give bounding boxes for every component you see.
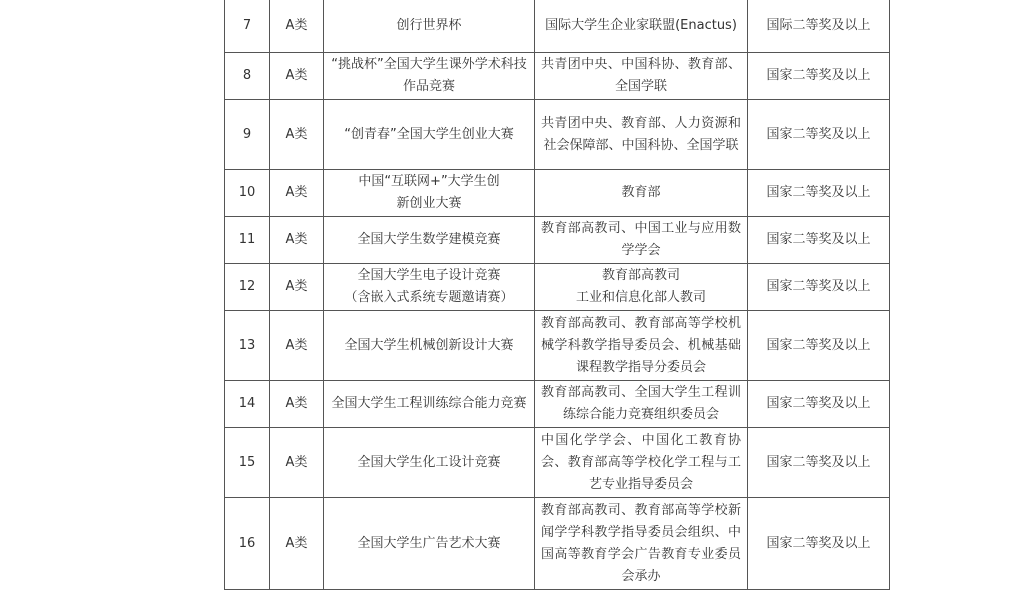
table-row xyxy=(225,381,890,428)
row-number: 11 xyxy=(225,217,270,264)
organizer-cell: 教育部高教司、教育部高等学校新闻学学科教学指导委员会组织、中国高等教育学会广告教育专业委员会承办 xyxy=(535,498,748,590)
organizer-line: 教育部高教司 xyxy=(601,268,680,283)
organizer-cell: 国际大学生企业家联盟(Enactus) xyxy=(535,0,748,53)
organizer-cell xyxy=(535,264,748,311)
category-cell: A类 xyxy=(270,53,324,100)
organizer-cell: 教育部高教司、中国工业与应用数学学会 xyxy=(535,217,748,264)
row-number: 9 xyxy=(225,100,270,170)
category-cell: A类 xyxy=(270,498,324,590)
competition-name: 全国大学生机械创新设计大赛 xyxy=(324,311,535,381)
competition-name xyxy=(324,264,535,311)
table-row xyxy=(225,0,890,53)
competition-name-subline: （含嵌入式系统专题邀请赛） xyxy=(344,290,514,305)
competition-name: 全国大学生广告艺术大赛 xyxy=(324,498,535,590)
row-number: 8 xyxy=(225,53,270,100)
competition-name: “创青春”全国大学生创业大赛 xyxy=(324,100,535,170)
organizer-cell: 共青团中央、中国科协、教育部、全国学联 xyxy=(535,53,748,100)
award-level-cell: 国家二等奖及以上 xyxy=(748,311,890,381)
competition-table xyxy=(224,0,890,590)
organizer-cell: 教育部高教司、全国大学生工程训练综合能力竞赛组织委员会 xyxy=(535,381,748,428)
row-number: 10 xyxy=(225,170,270,217)
award-level-cell: 国际二等奖及以上 xyxy=(748,0,890,53)
row-number: 12 xyxy=(225,264,270,311)
category-cell: A类 xyxy=(270,217,324,264)
row-number: 14 xyxy=(225,381,270,428)
award-level-cell: 国家二等奖及以上 xyxy=(748,498,890,590)
award-level-cell: 国家二等奖及以上 xyxy=(748,428,890,498)
table-row xyxy=(225,498,890,590)
competition-name: 全国大学生工程训练综合能力竞赛 xyxy=(324,381,535,428)
category-cell: A类 xyxy=(270,0,324,53)
competition-name-line: 全国大学生电子设计竞赛 xyxy=(357,268,501,283)
organizer-subline: 工业和信息化部人教司 xyxy=(575,290,706,305)
competition-name: 全国大学生数学建模竞赛 xyxy=(324,217,535,264)
category-cell: A类 xyxy=(270,170,324,217)
award-level-cell: 国家二等奖及以上 xyxy=(748,53,890,100)
organizer-cell: 中国化学学会、中国化工教育协会、教育部高等学校化学工程与工艺专业指导委员会 xyxy=(535,428,748,498)
award-level-cell: 国家二等奖及以上 xyxy=(748,100,890,170)
category-cell: A类 xyxy=(270,381,324,428)
award-level-cell: 国家二等奖及以上 xyxy=(748,264,890,311)
table-row xyxy=(225,264,890,311)
row-number: 7 xyxy=(225,0,270,53)
category-cell: A类 xyxy=(270,428,324,498)
table-row xyxy=(225,217,890,264)
category-cell: A类 xyxy=(270,100,324,170)
competition-name: 创行世界杯 xyxy=(324,0,535,53)
row-number: 15 xyxy=(225,428,270,498)
row-number: 16 xyxy=(225,498,270,590)
table-row xyxy=(225,170,890,217)
category-cell: A类 xyxy=(270,264,324,311)
row-number: 13 xyxy=(225,311,270,381)
competition-name: 全国大学生化工设计竞赛 xyxy=(324,428,535,498)
table-row xyxy=(225,311,890,381)
table-row xyxy=(225,100,890,170)
organizer-cell: 教育部 xyxy=(535,170,748,217)
organizer-cell: 共青团中央、教育部、人力资源和社会保障部、中国科协、全国学联 xyxy=(535,100,748,170)
organizer-cell: 教育部高教司、教育部高等学校机械学科教学指导委员会、机械基础课程教学指导分委员会 xyxy=(535,311,748,381)
category-cell: A类 xyxy=(270,311,324,381)
award-level-cell: 国家二等奖及以上 xyxy=(748,381,890,428)
competition-name: “挑战杯”全国大学生课外学术科技作品竞赛 xyxy=(324,53,535,100)
table-row xyxy=(225,53,890,100)
table-row xyxy=(225,428,890,498)
competition-name: 中国“互联网+”大学生创新创业大赛 xyxy=(324,170,535,217)
award-level-cell: 国家二等奖及以上 xyxy=(748,217,890,264)
award-level-cell: 国家二等奖及以上 xyxy=(748,170,890,217)
